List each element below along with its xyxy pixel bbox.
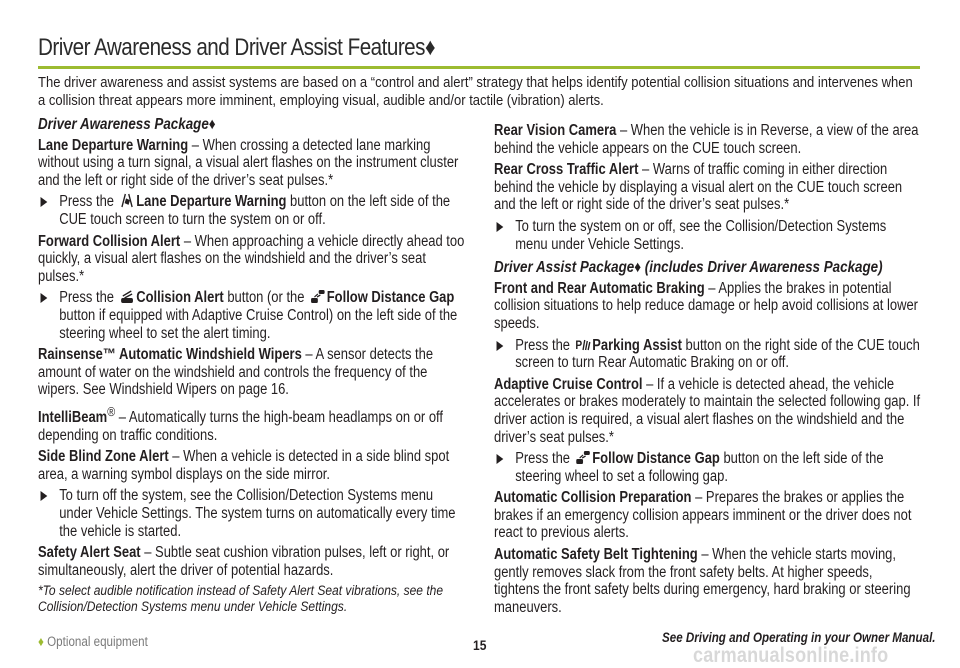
lane-departure-heading: Lane Departure Warning xyxy=(38,136,189,154)
follow-distance-button-label: Follow Distance Gap xyxy=(326,289,455,307)
intro-paragraph: The driver awareness and assist systems are based on a “control and alert” strategy that helps identify potential collision situations and intervenes when a collision threat appears more imminent, employing visual, audible and/or tactile (vibration) alerts. xyxy=(38,74,913,109)
bullet-text: button on the right side of the CUE touch screen to turn Rear Automatic Braking on or off. xyxy=(515,336,920,372)
lane-departure-text: – When crossing a detected lane marking without using a turn signal, a visual alert flashes on the instrument cluster and the left or right side of the driver’s seat pulses.* xyxy=(38,136,459,189)
front-rear-braking-text: – Applies the brakes in potential collision situations to help reduce damage or help avoid collisions at lower speeds. xyxy=(494,279,918,332)
intellibeam-heading: IntelliBeam xyxy=(38,409,108,426)
section-title-assist: Driver Assist Package♦ (includes Driver Awareness Package) xyxy=(494,259,883,277)
intellibeam-text: – Automatically turns the high-beam headlamps on or off depending on traffic conditions. xyxy=(38,409,444,444)
lane-departure-icon xyxy=(119,193,134,208)
adaptive-cruise-bullet xyxy=(494,450,921,485)
svg-text:P: P xyxy=(575,338,583,352)
side-blind-paragraph xyxy=(38,448,467,483)
optional-equipment-note xyxy=(38,634,148,649)
side-blind-text: – When a vehicle is detected in a side blind spot area, a warning symbol displays on the side mirror. xyxy=(38,448,450,483)
page-number: 15 xyxy=(473,637,487,653)
rainsense-paragraph xyxy=(38,346,467,399)
collision-prep-heading: Automatic Collision Preparation xyxy=(494,489,692,507)
front-rear-braking-heading: Front and Rear Automatic Braking xyxy=(494,279,705,297)
forward-collision-heading: Forward Collision Alert xyxy=(38,232,181,250)
lane-departure-paragraph xyxy=(38,137,467,190)
collision-prep-text: – Prepares the brakes or applies the brakes if an emergency collision appears imminent or the driver does not react to previous alerts. xyxy=(494,489,912,542)
bullet-text: button (or the xyxy=(223,289,309,307)
bullet-text: Press the xyxy=(515,450,574,468)
section-title-awareness: Driver Awareness Package♦ xyxy=(38,116,216,133)
bullet-arrow-icon xyxy=(41,197,48,207)
belt-tightening-heading: Automatic Safety Belt Tightening xyxy=(494,546,698,564)
follow-distance-icon xyxy=(575,450,590,465)
collision-alert-button-label: Collision Alert xyxy=(136,289,224,307)
bullet-text: Press the xyxy=(59,289,118,307)
follow-distance-icon xyxy=(310,289,325,304)
rainsense-text: – A sensor detects the amount of water on the windshield and controls the frequency of the wipers. See Windshield Wipers on page 16. xyxy=(38,346,434,399)
left-column xyxy=(38,116,467,615)
bullet-arrow-icon xyxy=(41,293,48,303)
rear-cross-text: – Warns of traffic coming in either direction behind the vehicle by displaying a visual alert on the CUE touch screen and the left or right side of the driver’s seat pulses.* xyxy=(494,161,903,214)
forward-collision-bullet xyxy=(38,289,467,342)
registered-mark: ® xyxy=(107,403,116,419)
page-title: Driver Awareness and Driver Assist Features♦ xyxy=(38,34,435,61)
footnote: *To select audible notification instead of Safety Alert Seat vibrations, see the Collision/Detection Systems menu under Vehicle Settings. xyxy=(38,583,444,616)
title-rule xyxy=(38,66,920,69)
rear-cross-paragraph xyxy=(494,161,921,214)
watermark: carmanualsonline.info xyxy=(693,644,889,667)
bullet-arrow-icon xyxy=(41,491,48,501)
rear-vision-text: – When the vehicle is in Reverse, a view of the area behind the vehicle appears on the CUE touch screen. xyxy=(494,122,919,157)
bullet-arrow-icon xyxy=(497,341,504,351)
belt-tightening-paragraph xyxy=(494,546,921,616)
rear-vision-paragraph xyxy=(494,122,921,157)
safety-seat-text: – Subtle seat cushion vibration pulses, left or right, or simultaneously, alert the driver of potential hazards. xyxy=(38,544,450,579)
parking-assist-icon xyxy=(575,337,590,352)
collision-prep-paragraph xyxy=(494,489,921,542)
collision-alert-icon xyxy=(119,289,134,304)
side-blind-bullet xyxy=(38,487,467,540)
intellibeam-paragraph xyxy=(38,403,467,444)
rear-vision-heading: Rear Vision Camera xyxy=(494,122,617,139)
bullet-text: button on the left side of the CUE touch screen to turn the system on or off. xyxy=(59,193,451,228)
bullet-text: button if equipped with Adaptive Cruise Control) on the left side of the steering wheel to set the alert timing. xyxy=(59,306,458,342)
forward-collision-text: – When approaching a vehicle directly ahead too quickly, a visual alert flashes on the windshield and the driver’s seat pulses.* xyxy=(38,232,465,285)
bullet-text: button on the left side of the steering wheel to set a following gap. xyxy=(515,450,884,485)
bullet-text: Press the xyxy=(59,193,118,211)
rear-cross-heading: Rear Cross Traffic Alert xyxy=(494,161,639,179)
rainsense-heading: Rainsense™ Automatic Windshield Wipers xyxy=(38,346,302,364)
safety-seat-heading: Safety Alert Seat xyxy=(38,544,141,562)
diamond-icon: ♦ xyxy=(38,634,44,649)
bullet-arrow-icon xyxy=(497,222,504,232)
owner-manual-reference: See Driving and Operating in your Owner Manual. xyxy=(662,630,936,645)
side-blind-heading: Side Blind Zone Alert xyxy=(38,448,169,466)
bullet-text: Press the xyxy=(515,336,574,354)
parking-assist-button-label: Parking Assist xyxy=(592,336,682,354)
bullet-text: To turn the system on or off, see the Collision/Detection Systems menu under Vehicle Settings. xyxy=(515,217,887,253)
bullet-text: To turn off the system, see the Collision/Detection Systems menu under Vehicle Settings. The system turns on automatically every time the vehicle is started. xyxy=(59,487,456,540)
adaptive-cruise-paragraph xyxy=(494,376,921,446)
front-rear-braking-bullet xyxy=(494,337,921,372)
follow-distance-button-label: Follow Distance Gap xyxy=(592,450,720,468)
adaptive-cruise-text: – If a vehicle is detected ahead, the vehicle accelerates or brakes moderately to maintain the selected following gap. If driver action is required, a visual alert flashes on the windshield and the driver’s seat pulses.* xyxy=(494,375,921,446)
bullet-arrow-icon xyxy=(497,454,504,464)
front-rear-braking-paragraph xyxy=(494,280,921,333)
forward-collision-paragraph xyxy=(38,233,467,286)
adaptive-cruise-heading: Adaptive Cruise Control xyxy=(494,375,643,393)
belt-tightening-text: – When the vehicle starts moving, gently removes slack from the front safety belts. At higher speeds, tightens the front safety belts during emergency, hard braking or steering maneuvers. xyxy=(494,546,911,616)
lane-departure-button-label: Lane Departure Warning xyxy=(136,193,287,211)
right-column xyxy=(494,122,921,620)
lane-departure-bullet xyxy=(38,193,467,228)
optional-equipment-label: Optional equipment xyxy=(43,634,148,649)
rear-cross-bullet xyxy=(494,218,921,253)
safety-seat-paragraph xyxy=(38,544,467,579)
